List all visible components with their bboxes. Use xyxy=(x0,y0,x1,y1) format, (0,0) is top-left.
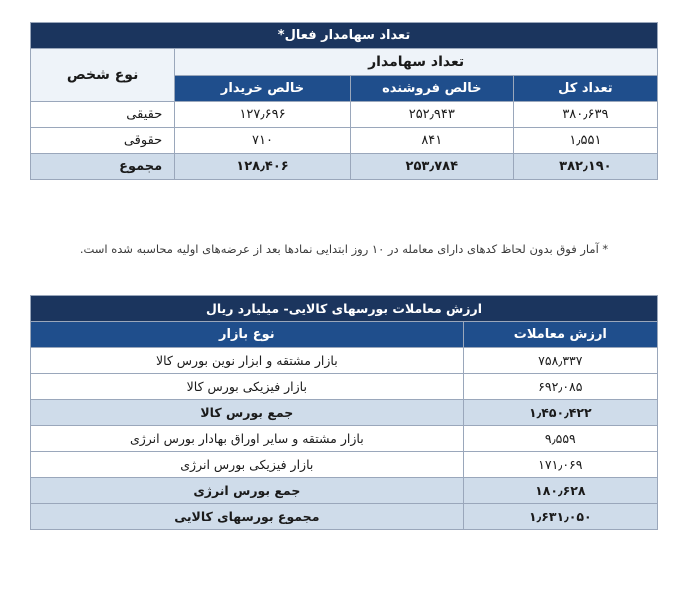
table1-r1-seller-net: ۸۴۱ xyxy=(350,128,513,154)
table-row-subtotal xyxy=(31,400,658,426)
table2-r5-market: جمع بورس انرژی xyxy=(31,478,464,504)
table1-group-header: تعداد سهامدار xyxy=(175,49,658,76)
table1-person-type-header: نوع شخص xyxy=(31,49,175,102)
table1-sum-buyer-net: ۱۲۸٫۴۰۶ xyxy=(175,154,351,180)
table2-r1-market: بازار فیزیکی بورس کالا xyxy=(31,374,464,400)
table1-footnote: * آمار فوق بدون لحاظ کدهای دارای معامله در ۱۰ روز ابتدایی نمادها بعد از عرضه‌های اولیه محاسبه شده است. xyxy=(79,242,609,256)
active-shareholders-table-block xyxy=(30,22,658,180)
table2-col-market: نوع بازار xyxy=(31,322,464,348)
table1-col-seller-net: خالص فروشنده xyxy=(350,76,513,102)
table-row-subtotal xyxy=(31,478,658,504)
table2-r1-value: ۶۹۲٫۰۸۵ xyxy=(463,374,657,400)
table2-r5-value: ۱۸۰٫۶۲۸ xyxy=(463,478,657,504)
table1-group-header-row xyxy=(31,49,658,76)
table2-r2-market: جمع بورس کالا xyxy=(31,400,464,426)
table1-col-buyer-net: خالص خریدار xyxy=(175,76,351,102)
table-row-grand-total xyxy=(31,504,658,530)
active-shareholders-table xyxy=(30,22,658,180)
table-row xyxy=(31,452,658,478)
table1-col-total: تعداد کل xyxy=(513,76,657,102)
table2-r0-value: ۷۵۸٫۳۳۷ xyxy=(463,348,657,374)
table1-r1-type: حقوقی xyxy=(31,128,175,154)
table2-r0-market: بازار مشتقه و ابزار نوین بورس کالا xyxy=(31,348,464,374)
table1-title-row xyxy=(31,23,658,49)
table1-r0-buyer-net: ۱۲۷٫۶۹۶ xyxy=(175,102,351,128)
table2-r4-market: بازار فیزیکی بورس انرژی xyxy=(31,452,464,478)
table2-r3-market: بازار مشتقه و سایر اوراق بهادار بورس انرژی xyxy=(31,426,464,452)
commodity-exchange-value-table xyxy=(30,295,658,530)
table-row xyxy=(31,128,658,154)
table2-r3-value: ۹٫۵۵۹ xyxy=(463,426,657,452)
table2-r6-market: مجموع بورسهای کالایی xyxy=(31,504,464,530)
table1-sum-type: مجموع xyxy=(31,154,175,180)
table1-sum-total: ۳۸۲٫۱۹۰ xyxy=(513,154,657,180)
table1-sum-seller-net: ۲۵۳٫۷۸۴ xyxy=(350,154,513,180)
table2-r4-value: ۱۷۱٫۰۶۹ xyxy=(463,452,657,478)
table2-title-row xyxy=(31,296,658,322)
table2-column-header-row xyxy=(31,322,658,348)
table1-r1-buyer-net: ۷۱۰ xyxy=(175,128,351,154)
table1-sum-row xyxy=(31,154,658,180)
table1-title: تعداد سهامدار فعال* xyxy=(31,23,658,49)
table-row xyxy=(31,426,658,452)
table2-col-value: ارزش معاملات xyxy=(463,322,657,348)
table1-r0-total: ۳۸۰٫۶۳۹ xyxy=(513,102,657,128)
table-row xyxy=(31,374,658,400)
table-row xyxy=(31,348,658,374)
table1-r0-type: حقیقی xyxy=(31,102,175,128)
table1-r1-total: ۱٫۵۵۱ xyxy=(513,128,657,154)
table-row xyxy=(31,102,658,128)
table2-title: ارزش معاملات بورسهای کالایی- میلیارد ریال xyxy=(31,296,658,322)
commodity-exchange-value-table-block xyxy=(30,295,658,530)
table2-r6-value: ۱٫۶۳۱٫۰۵۰ xyxy=(463,504,657,530)
table1-r0-seller-net: ۲۵۲٫۹۴۳ xyxy=(350,102,513,128)
table2-r2-value: ۱٫۴۵۰٫۴۲۲ xyxy=(463,400,657,426)
